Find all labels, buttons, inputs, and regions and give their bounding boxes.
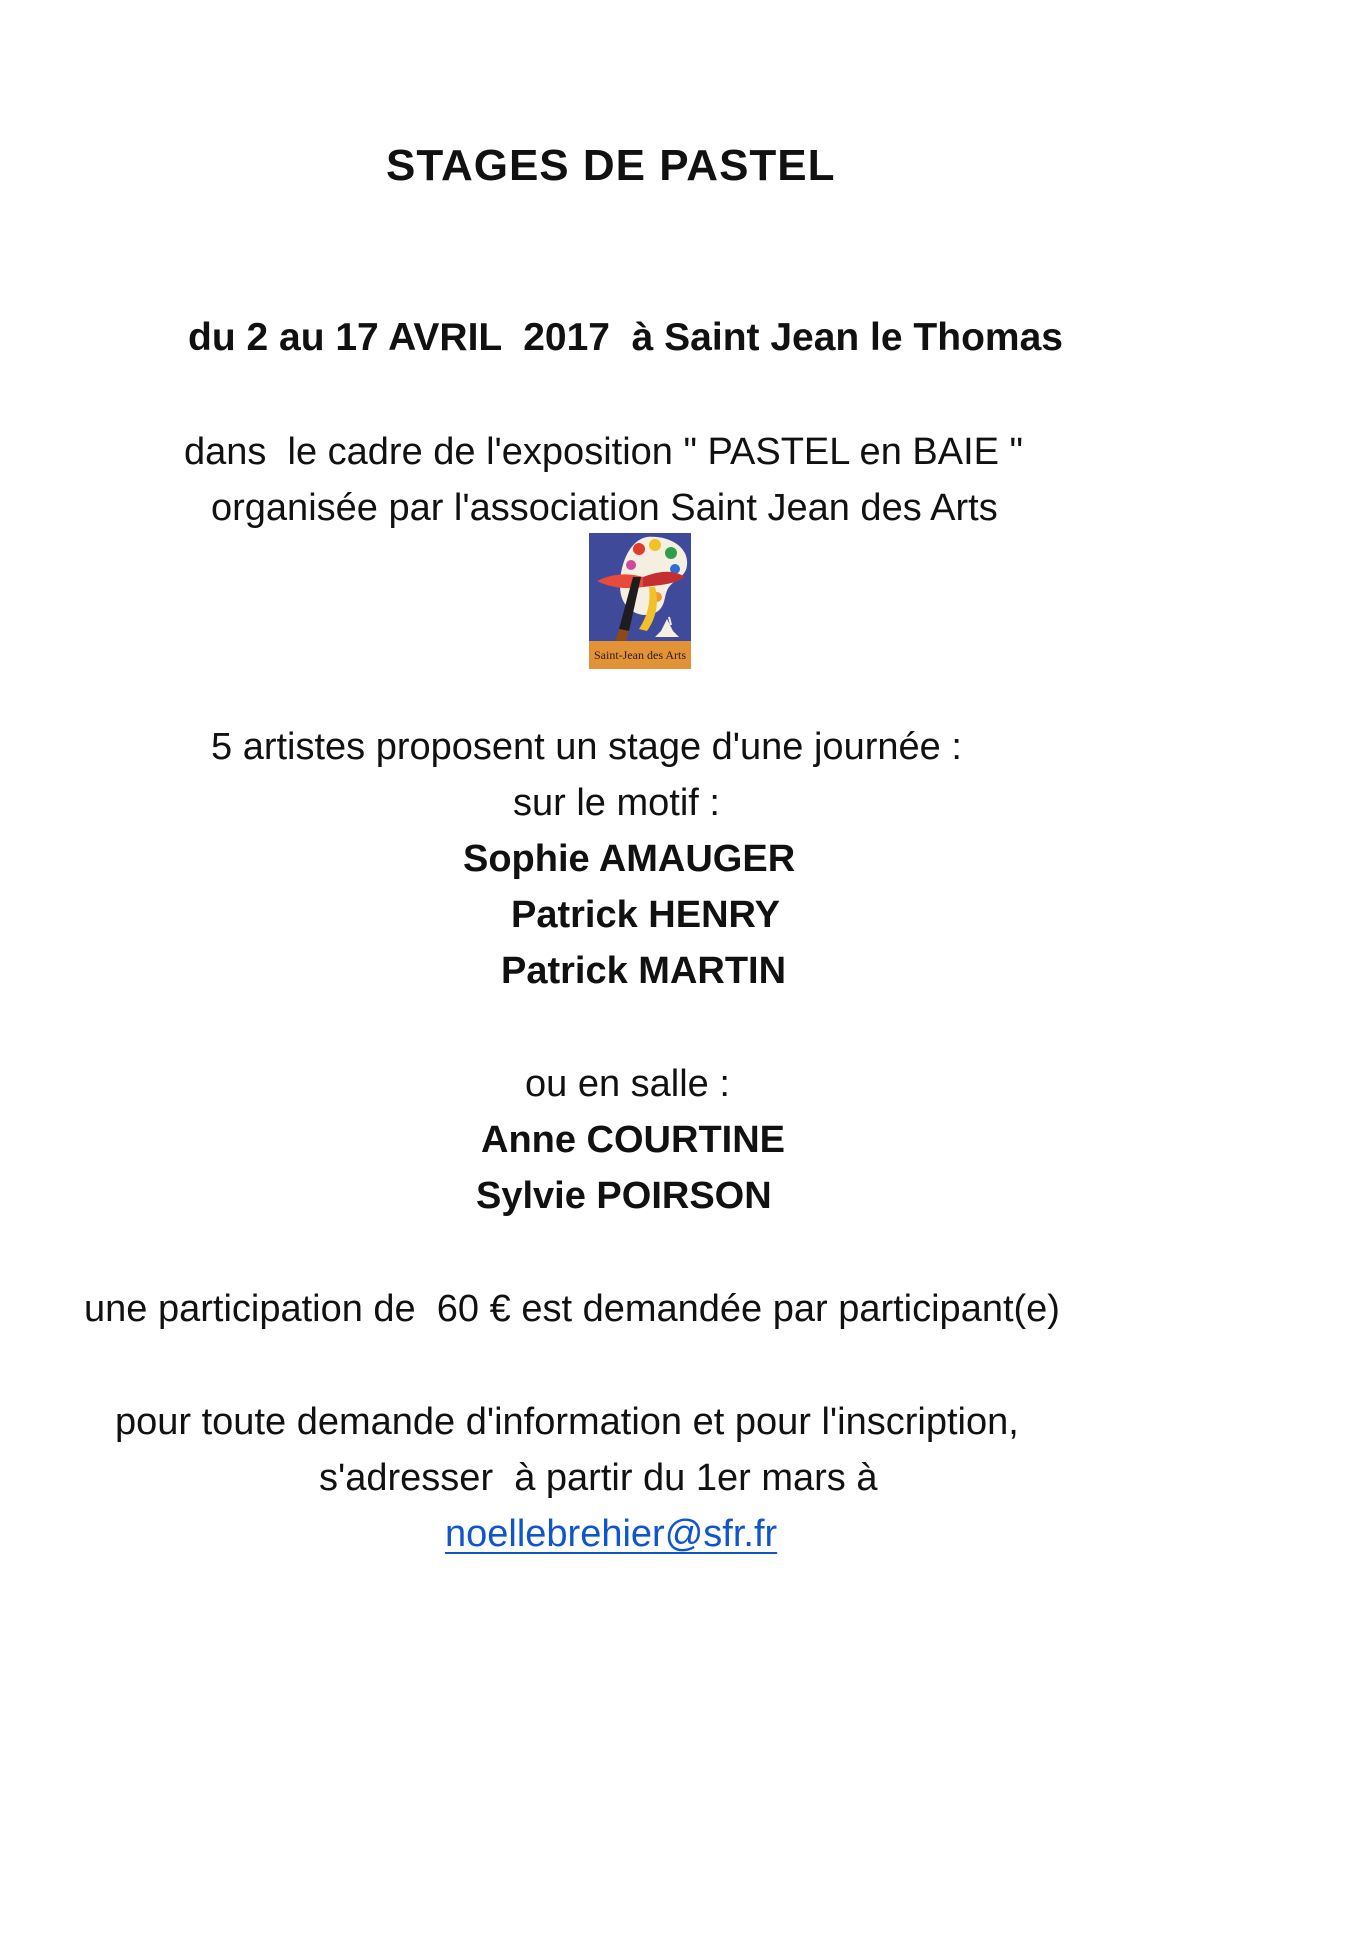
participation-fee: une participation de 60 € est demandée par participant(e) [84,1288,1060,1330]
artist-name: Sylvie POIRSON [476,1175,772,1217]
association-logo [589,533,691,669]
exhibition-context-line: dans le cadre de l'exposition " PASTEL en BAIE " [184,431,1024,473]
page-title: STAGES DE PASTEL [386,141,836,190]
contact-email-link[interactable]: noellebrehier@sfr.fr [445,1513,778,1555]
logo-caption: Saint-Jean des Arts [589,641,691,669]
artist-name: Patrick MARTIN [501,950,787,992]
artist-name: Patrick HENRY [511,894,780,936]
contact-info-line: pour toute demande d'information et pour l'inscription, [115,1401,1019,1443]
organizer-line: organisée par l'association Saint Jean des Arts [211,487,998,529]
artist-name: Anne COURTINE [481,1119,785,1161]
motif-label: sur le motif : [513,782,720,824]
salle-label: ou en salle : [525,1063,730,1105]
artist-name: Sophie AMAUGER [463,838,796,880]
contact-date-line: s'adresser à partir du 1er mars à [319,1457,878,1499]
intro-line: 5 artistes proposent un stage d'une journée : [211,726,962,768]
event-dates-location: du 2 au 17 AVRIL 2017 à Saint Jean le Thomas [188,316,1063,359]
